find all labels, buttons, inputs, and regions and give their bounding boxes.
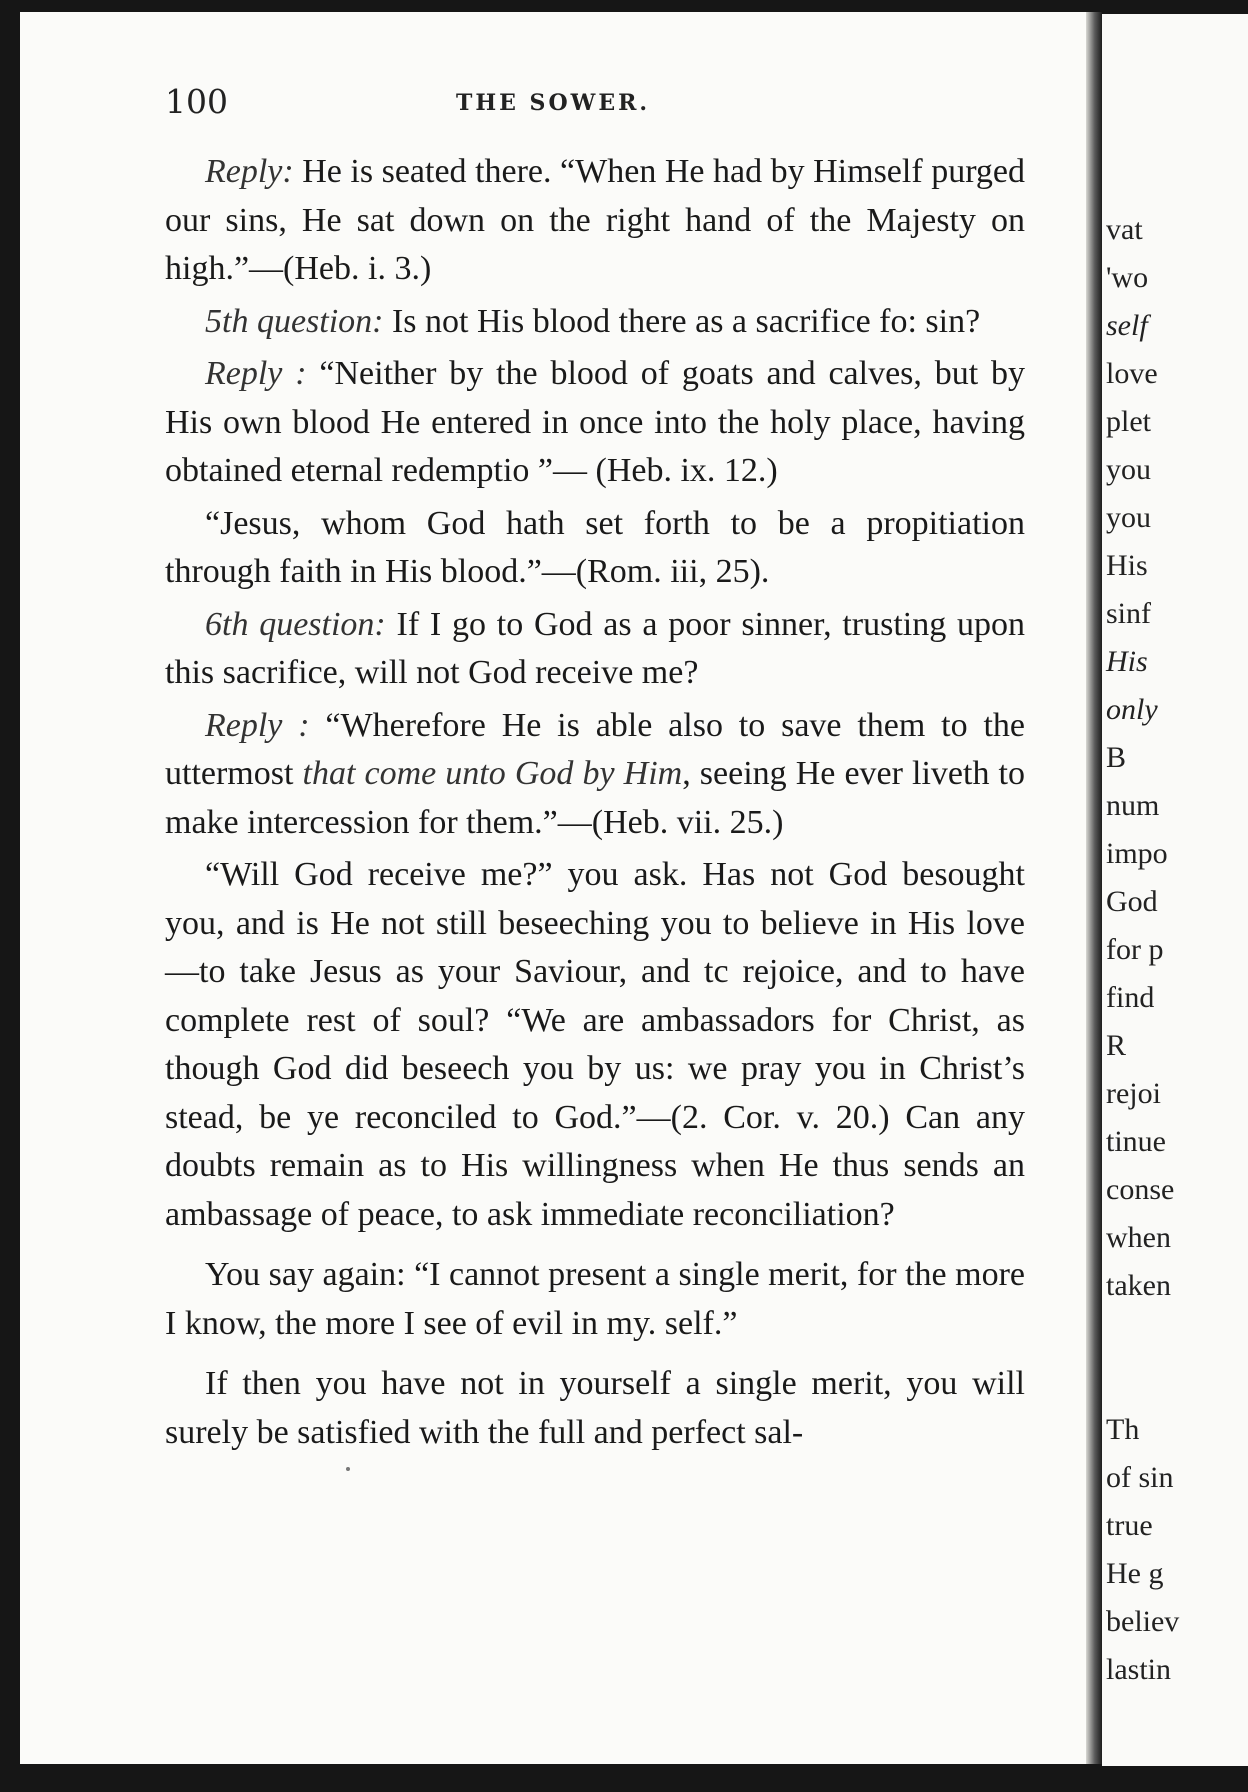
right-page-line: find [1106, 981, 1155, 1014]
right-page-line: His [1106, 549, 1148, 582]
right-page-line: impo [1106, 837, 1168, 870]
right-page-line: self [1106, 309, 1148, 342]
right-page-line: God [1106, 885, 1158, 918]
right-page-line [1106, 1358, 1179, 1406]
paragraph [165, 702, 1025, 848]
text-run: “Will God receive me?” you ask. Has not God besought you, and is He not still beseeching you to believe in His love—to take Jesus as your Saviour, and tc rejoice, and to have complete rest of soul? “We are ambassadors for Christ, as though God did beseech you by us: we pray you in Christ’s stead, be ye reconciled to God.”—(2. Cor. v. 20.) Can any doubts remain as to His willingness when He thus sends an ambassage of peace, to ask immediate reconciliation? [165, 856, 1025, 1233]
right-page-line: conse [1106, 1173, 1175, 1206]
right-page-line: rejoi [1106, 1077, 1161, 1110]
right-page-line [1106, 1310, 1179, 1358]
paragraph [165, 500, 1025, 597]
text-run: “Neither by the blood of goats and calves, but by His own blood He entered in once into the holy place, having obtained eternal redemptio ”— (Heb. ix. 12.) [165, 355, 1026, 489]
right-page-line: for p [1106, 933, 1164, 966]
left-page [20, 12, 1086, 1764]
running-title: THE SOWER. [455, 90, 651, 116]
right-page-line: of sin [1106, 1461, 1174, 1494]
italic-text: 5th question: [205, 302, 384, 340]
text-run: Is not His blood there as a sacrifice fo: sin? [383, 302, 981, 340]
right-page-line: B [1106, 741, 1127, 774]
right-page-line: 'wo [1106, 261, 1149, 294]
right-page-line: tinue [1106, 1125, 1166, 1158]
right-page-line: plet [1106, 405, 1151, 438]
text-run: If I go to God as a poor sinner, trusting upon this sacrifice, will not God receive me? [165, 605, 1025, 691]
paragraph [165, 350, 1025, 496]
right-page-line: when [1106, 1221, 1171, 1254]
italic-text: 6th question: [205, 605, 386, 643]
right-page-text [1106, 206, 1179, 1694]
right-page-line: you [1106, 453, 1151, 486]
paper-speck [346, 1467, 350, 1471]
right-page-line: vat [1106, 213, 1143, 246]
paragraph [165, 148, 1025, 294]
right-page-line: His [1106, 645, 1148, 678]
italic-text: Reply : [205, 706, 310, 744]
text-run: “Jesus, whom God hath set forth to be a propitiation through faith in His blood.”—(Rom. iii, 25). [165, 504, 1025, 590]
text-run: “Wherefore He is able also to save them to the uttermost [165, 706, 1026, 792]
text-run: He is seated there. “When He had by Himself purged our sins, He sat down on the right hand of the Majesty on high.”—(Heb. i. 3.) [165, 153, 1025, 287]
italic-text: that come unto God by Him [302, 755, 683, 792]
text-run: If then you have not in yourself a single merit, you will surely be satisfied with the full and perfect sal- [165, 1365, 1025, 1451]
right-page-line: only [1106, 693, 1158, 726]
book-gutter [1086, 12, 1102, 1764]
page-body-text [165, 148, 1025, 1461]
paragraph [165, 1360, 1025, 1457]
text-run: , seeing He ever liveth to make intercession for them.”—(Heb. vii. 25.) [165, 755, 1025, 841]
right-page-line: true [1106, 1509, 1153, 1542]
right-page-line: sinf [1106, 597, 1151, 630]
right-page-line: He g [1106, 1557, 1164, 1590]
page-number: 100 [165, 82, 228, 121]
text-run: You say again: “I cannot present a single merit, for the more I know, the more I see of evil in my. self.” [165, 1256, 1025, 1342]
paragraph [165, 1251, 1025, 1348]
right-page-line: R [1106, 1029, 1127, 1062]
right-page-line: num [1106, 789, 1160, 822]
paragraph [165, 298, 1025, 347]
right-page-line: taken [1106, 1269, 1171, 1302]
italic-text: Reply: [205, 153, 294, 190]
right-page-line: lastin [1106, 1653, 1171, 1686]
italic-text: Reply : [205, 355, 307, 392]
right-page-line: Th [1106, 1413, 1140, 1446]
right-page-line: love [1106, 357, 1158, 390]
right-page-line: you [1106, 501, 1151, 534]
right-page-line: believ [1106, 1605, 1180, 1638]
paragraph [165, 851, 1025, 1239]
right-page-fragment [1102, 14, 1248, 1766]
paragraph [165, 601, 1025, 698]
